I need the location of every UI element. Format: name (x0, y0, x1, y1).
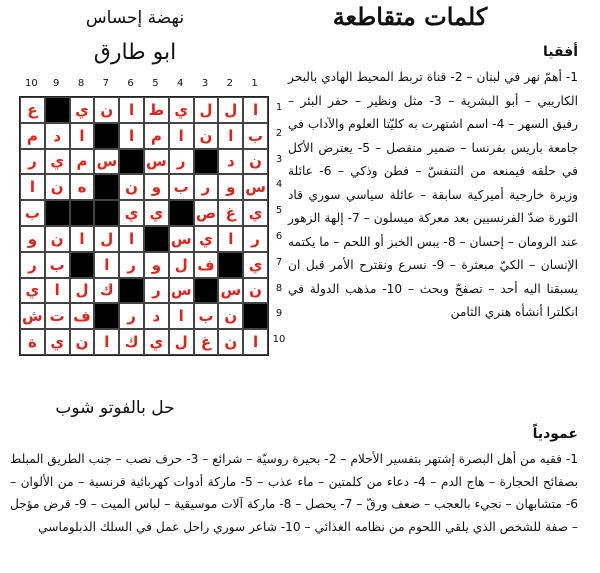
letter-cell: ط (144, 97, 169, 123)
letter-cell: ا (45, 278, 70, 304)
column-number: 2 (226, 78, 233, 89)
row-number: 7 (275, 256, 283, 268)
black-cell (119, 149, 144, 175)
letter-cell: ن (119, 174, 144, 200)
letter-cell: و (144, 174, 169, 200)
letter-cell: ن (45, 174, 70, 200)
letter-cell: ب (243, 123, 268, 149)
column-number: 8 (77, 78, 85, 89)
letter-cell: م (144, 123, 169, 149)
letter-cell: ا (218, 226, 243, 252)
black-cell (194, 278, 219, 304)
letter-cell: ب (194, 303, 219, 329)
black-cell (70, 252, 95, 278)
crossword-grid-area (14, 78, 284, 378)
black-cell (119, 278, 144, 304)
letter-cell: ر (119, 303, 144, 329)
black-cell (243, 303, 268, 329)
row-number: 6 (275, 230, 283, 242)
row-number: 2 (275, 127, 283, 139)
letter-cell: ب (45, 252, 70, 278)
letter-cell: ي (70, 97, 95, 123)
letter-cell: ر (194, 174, 219, 200)
black-cell (218, 252, 243, 278)
letter-cell: ا (94, 329, 119, 355)
black-cell (94, 174, 119, 200)
column-number: 5 (152, 78, 159, 89)
black-cell (94, 303, 119, 329)
letter-cell: ن (45, 226, 70, 252)
column-number: 1 (251, 78, 258, 89)
letter-cell: د (218, 149, 243, 175)
letter-cell: د (45, 123, 70, 149)
letter-cell: و (144, 252, 169, 278)
row-number: 5 (275, 205, 283, 217)
letter-cell: ل (94, 226, 119, 252)
letter-cell: ك (94, 278, 119, 304)
letter-cell: ر (144, 278, 169, 304)
row-number: 4 (275, 179, 283, 191)
column-number: 6 (127, 78, 134, 89)
letter-cell: ا (119, 123, 144, 149)
letter-cell: ن (218, 303, 243, 329)
column-number: 3 (201, 78, 209, 89)
letter-cell: ا (70, 226, 95, 252)
black-cell (194, 149, 219, 175)
letter-cell: س (243, 174, 268, 200)
letter-cell: ن (243, 278, 268, 304)
letter-cell: ك (119, 329, 144, 355)
down-heading: عمودياً (532, 426, 578, 442)
across-clues: 1- أهمّ نهر في لبنان – 2- قناة تربط المحيط الهادي بالبحر الكاريبي – أبو البشرية – 3- مثل ونظير – حفر البئر – رفيق السهر – 4- اسم اشتهرت به كليّتا العلوم والآداب في جامعة باريس بفرنسا – ضمير منفصل – 5- يعترض الأكل في حلقه فيمنعه من التنفسّ – فطن وذكي – 6- عائلة وزيرة خارجية أميركية سابقة – عائلة سياسي سوري قاد الثورة ضدّ الفرنسيين بعد معركة ميسلون – 7- إلهة الزهور عند الرومان – إحسان – 8- يبس الخبز أو اللحم – ما يكتمه الإنسان – الكيّ مبعثرة – 9- نسرع ونقترح الأمر قبل ان يسبقنا اليه أحد – تصفحّ وبحث – 10- مذهب الدولة في انكلترا أنشأه هنري الثامن (288, 70, 579, 319)
letter-cell: ا (218, 123, 243, 149)
letter-cell: ف (70, 303, 95, 329)
letter-cell: ي (45, 329, 70, 355)
letter-cell: ل (218, 97, 243, 123)
page-title: كلمات متقاطعة (332, 2, 488, 31)
letter-cell: ي (194, 226, 219, 252)
letter-cell: ل (70, 278, 95, 304)
letter-cell: ص (194, 200, 219, 226)
letter-cell: ي (243, 200, 268, 226)
black-cell (70, 200, 95, 226)
letter-cell: ر (119, 252, 144, 278)
letter-cell: غ (218, 200, 243, 226)
black-cell (45, 97, 70, 123)
letter-cell: ر (20, 149, 45, 175)
down-clues: 1- فقيه من أهل البصرة إشتهر بتفسير الأحلام – 2- بحيرة روسيّة – شرائع – 3- حرف نصب – جنب الطريق المبلط بصفائح الحجارة – هاج الدم – 4- دعاء من كلمتين – ماء عذب – 5- ماركة أدوات كهربائية فرنسية – من الألوان – 6- متشابهان – نجيء بالعجب – ضعف ورقّ – 7- يحصل – 8- ماركة آلات موسيقية – لباس الميت – 9- قرض مؤجل – صفة للشخص الذي يلقي اللحوم من نظامه الغذائي – 10- شاعر سوري راحل عمل في السلك الدبلوماسي (10, 452, 579, 534)
letter-cell: ر (243, 226, 268, 252)
letter-cell: ل (194, 97, 219, 123)
black-cell (45, 200, 70, 226)
black-cell (144, 226, 169, 252)
letter-cell: ا (20, 174, 45, 200)
letter-cell: ت (45, 303, 70, 329)
letter-cell: ل (169, 252, 194, 278)
letter-cell: د (144, 303, 169, 329)
letter-cell: غ (194, 329, 219, 355)
column-number: 4 (177, 78, 184, 89)
author-name: ابو طارق (93, 40, 177, 65)
letter-cell: ي (144, 329, 169, 355)
row-number: 3 (275, 153, 283, 165)
letter-cell: م (70, 149, 95, 175)
letter-cell: ر (169, 149, 194, 175)
letter-cell: ل (169, 329, 194, 355)
letter-cell: ب (169, 174, 194, 200)
letter-cell: ا (243, 97, 268, 123)
letter-cell: ي (144, 200, 169, 226)
row-number: 10 (272, 334, 286, 346)
letter-cell: ن (70, 329, 95, 355)
row-number: 8 (275, 282, 283, 294)
black-cell (94, 123, 119, 149)
letter-cell: ر (20, 252, 45, 278)
black-cell (94, 200, 119, 226)
letter-cell: ا (169, 123, 194, 149)
letter-cell: س (169, 226, 194, 252)
row-number: 1 (275, 101, 283, 113)
letter-cell: ا (70, 123, 95, 149)
letter-cell: م (20, 123, 45, 149)
letter-cell: س (94, 149, 119, 175)
letter-cell: ش (20, 303, 45, 329)
letter-cell: ا (119, 97, 144, 123)
letter-cell: ة (20, 329, 45, 355)
solved-note: حل بالفوتو شوب (55, 398, 175, 418)
column-number: 7 (102, 78, 109, 89)
column-number: 9 (53, 78, 60, 89)
letter-cell: ف (194, 252, 219, 278)
letter-cell: ا (119, 226, 144, 252)
letter-cell: ي (169, 97, 194, 123)
letter-cell: ب (20, 200, 45, 226)
letter-cell: و (218, 174, 243, 200)
letter-cell: ا (169, 303, 194, 329)
letter-cell: ا (243, 329, 268, 355)
letter-cell: ن (194, 123, 219, 149)
black-cell (169, 200, 194, 226)
letter-cell: ن (243, 149, 268, 175)
letter-cell: س (169, 278, 194, 304)
across-heading: أفقيا (542, 44, 578, 60)
letter-cell: و (20, 226, 45, 252)
letter-cell: ي (243, 252, 268, 278)
letter-cell: ا (94, 252, 119, 278)
letter-cell: ه (70, 174, 95, 200)
letter-cell: ي (20, 278, 45, 304)
column-number: 10 (25, 78, 38, 89)
letter-cell: ن (94, 97, 119, 123)
letter-cell: س (144, 149, 169, 175)
letter-cell: ي (119, 200, 144, 226)
author-label: نهضة إحساس (85, 8, 185, 28)
letter-cell: ن (218, 329, 243, 355)
row-number: 9 (275, 308, 283, 320)
letter-cell: ع (20, 97, 45, 123)
letter-cell: ي (45, 149, 70, 175)
crossword-grid (19, 96, 269, 356)
letter-cell: س (218, 278, 243, 304)
